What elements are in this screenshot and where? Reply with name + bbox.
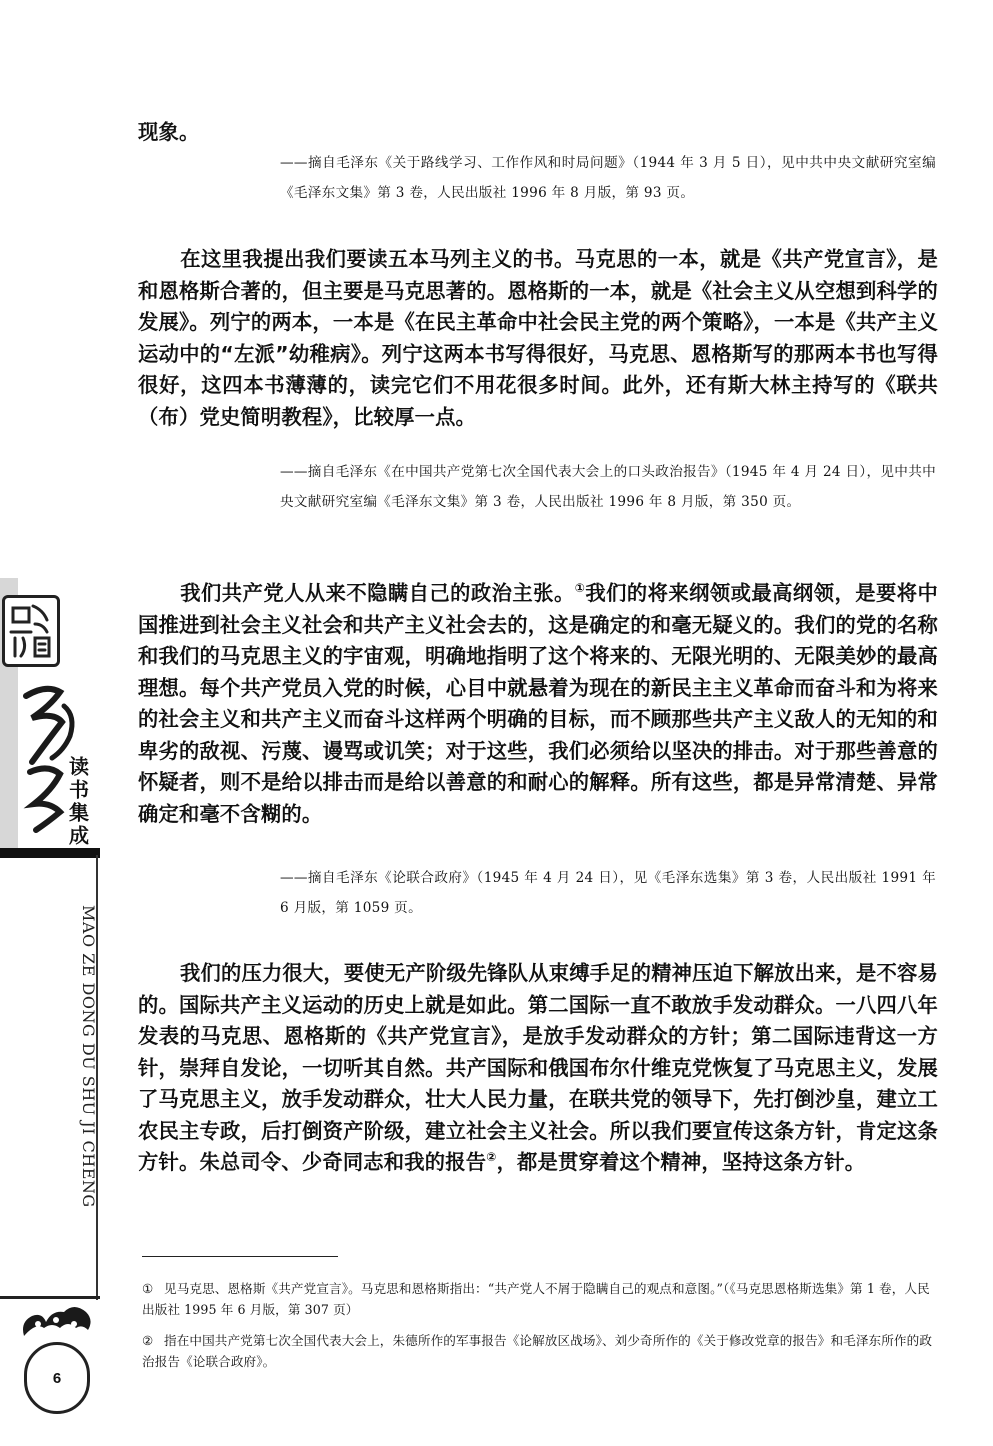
footnote-1-text: 见马克思、恩格斯《共产党宣言》。马克思和恩格斯指出：“共产党人不屑于隐瞒自己的观点和意图。”（《马克思恩格斯选集》第 1 卷，人民出版社 1995 年 6 月版，第 307 页） <box>142 1281 930 1317</box>
paragraph-3 <box>138 578 938 830</box>
paragraph-3-text-a: 我们共产党人从来不隐瞒自己的政治主张。 <box>180 581 575 605</box>
series-title: 读书集成 <box>65 756 90 848</box>
side-thick-rule <box>0 848 100 858</box>
paragraph-4 <box>138 958 938 1179</box>
paragraph-2-text: 在这里我提出我们要读五本马列主义的书。马克思的一本，就是《共产党宣言》，是和恩格斯合著的，但主要是马克思著的。恩格斯的一本，就是《社会主义从空想到科学的发展》。列宁的两本，一本是《在民主革命中社会民主党的两个策略》，一本是《共产主义运动中的“左派”幼稚病》。列宁这两本书写得很好，马克思、恩格斯写的那两本书也写得很好，这四本书薄薄的，读完它们不用花很多时间。此外，还有斯大林主持写的《联共（布）党史简明教程》，比较厚一点。 <box>138 247 938 429</box>
page-number: 6 <box>24 1342 90 1414</box>
paragraph-1: 现象。 <box>138 120 200 144</box>
seal-logo <box>2 595 60 667</box>
paragraph-2 <box>138 244 938 433</box>
source-2: ——摘自毛泽东《在中国共产党第七次全国代表大会上的口头政治报告》（1945 年 4 月 24 日），见中共中央文献研究室编《毛泽东文集》第 3 卷，人民出版社 1996 年 8 月版，第 350 页。 <box>280 464 936 510</box>
footnote-divider <box>142 1256 338 1257</box>
footnote-2-text: 指在中国共产党第七次全国代表大会上，朱德所作的军事报告《论解放区战场》、刘少奇所作的《关于修改党章的报告》和毛泽东所作的政治报告《论联合政府》。 <box>142 1333 933 1369</box>
footnote-ref-1[interactable]: ① <box>574 581 586 596</box>
ornament-icon <box>18 1306 94 1342</box>
footnote-ref-2[interactable]: ② <box>486 1150 497 1165</box>
paragraph-4-text-a: 我们的压力很大，要使无产阶级先锋队从束缚手足的精神压迫下解放出来，是不容易的。国际共产主义运动的历史上就是如此。第二国际一直不敢放手发动群众。一八四八年发表的马克思、恩格斯的《共产党宣言》，是放手发动群众的方针；第二国际违背这一方针，崇拜自发论，一切听其自然。共产国际和俄国布尔什维克党恢复了马克思主义，发展了马克思主义，放手发动群众，壮大人民力量，在联共党的领导下，先打倒沙皇，建立工农民主专政，后打倒资产阶级，建立社会主义社会。所以我们要宣传这条方针，肯定这条方针。朱总司令、少奇同志和我的报告 <box>138 961 938 1174</box>
source-3: ——摘自毛泽东《论联合政府》（1945 年 4 月 24 日），见《毛泽东选集》第 3 卷，人民出版社 1991 年 6 月版，第 1059 页。 <box>280 870 936 916</box>
source-1: ——摘自毛泽东《关于路线学习、工作作风和时局问题》（1944 年 3 月 5 日），见中共中央文献研究室编《毛泽东文集》第 3 卷，人民出版社 1996 年 8 月版，第 93 页。 <box>280 155 936 201</box>
paragraph-3-text-b: 我们的将来纲领或最高纲领，是要将中国推进到社会主义社会和共产主义社会去的，这是确定的和毫无疑义的。我们的党的名称和我们的马克思主义的宇宙观，明确地指明了这个将来的、无限光明的、无限美妙的最高理想。每个共产党员入党的时候，心目中就悬着为现在的新民主主义革命而奋斗和为将来的社会主义和共产主义而奋斗这样两个明确的目标，而不顾那些共产主义敌人的无知的和卑劣的敌视、污蔑、谩骂或讥笑；对于这些，我们必须给以坚决的排击。对于那些善意的怀疑者，则不是给以排击而是给以善意的和耐心的解释。所有这些，都是异常清楚、异常确定和毫不含糊的。 <box>138 581 938 826</box>
footnote-1 <box>142 1278 938 1320</box>
paragraph-4-text-b: ，都是贯穿着这个精神，坚持这条方针。 <box>496 1150 866 1174</box>
footnote-2-mark: ② <box>142 1333 154 1348</box>
footnote-1-mark: ① <box>142 1281 154 1296</box>
side-bottom-rule <box>0 1296 100 1299</box>
series-pinyin: MAO ZE DONG DU SHU JI CHENG <box>79 905 98 1208</box>
footnote-2 <box>142 1330 938 1372</box>
